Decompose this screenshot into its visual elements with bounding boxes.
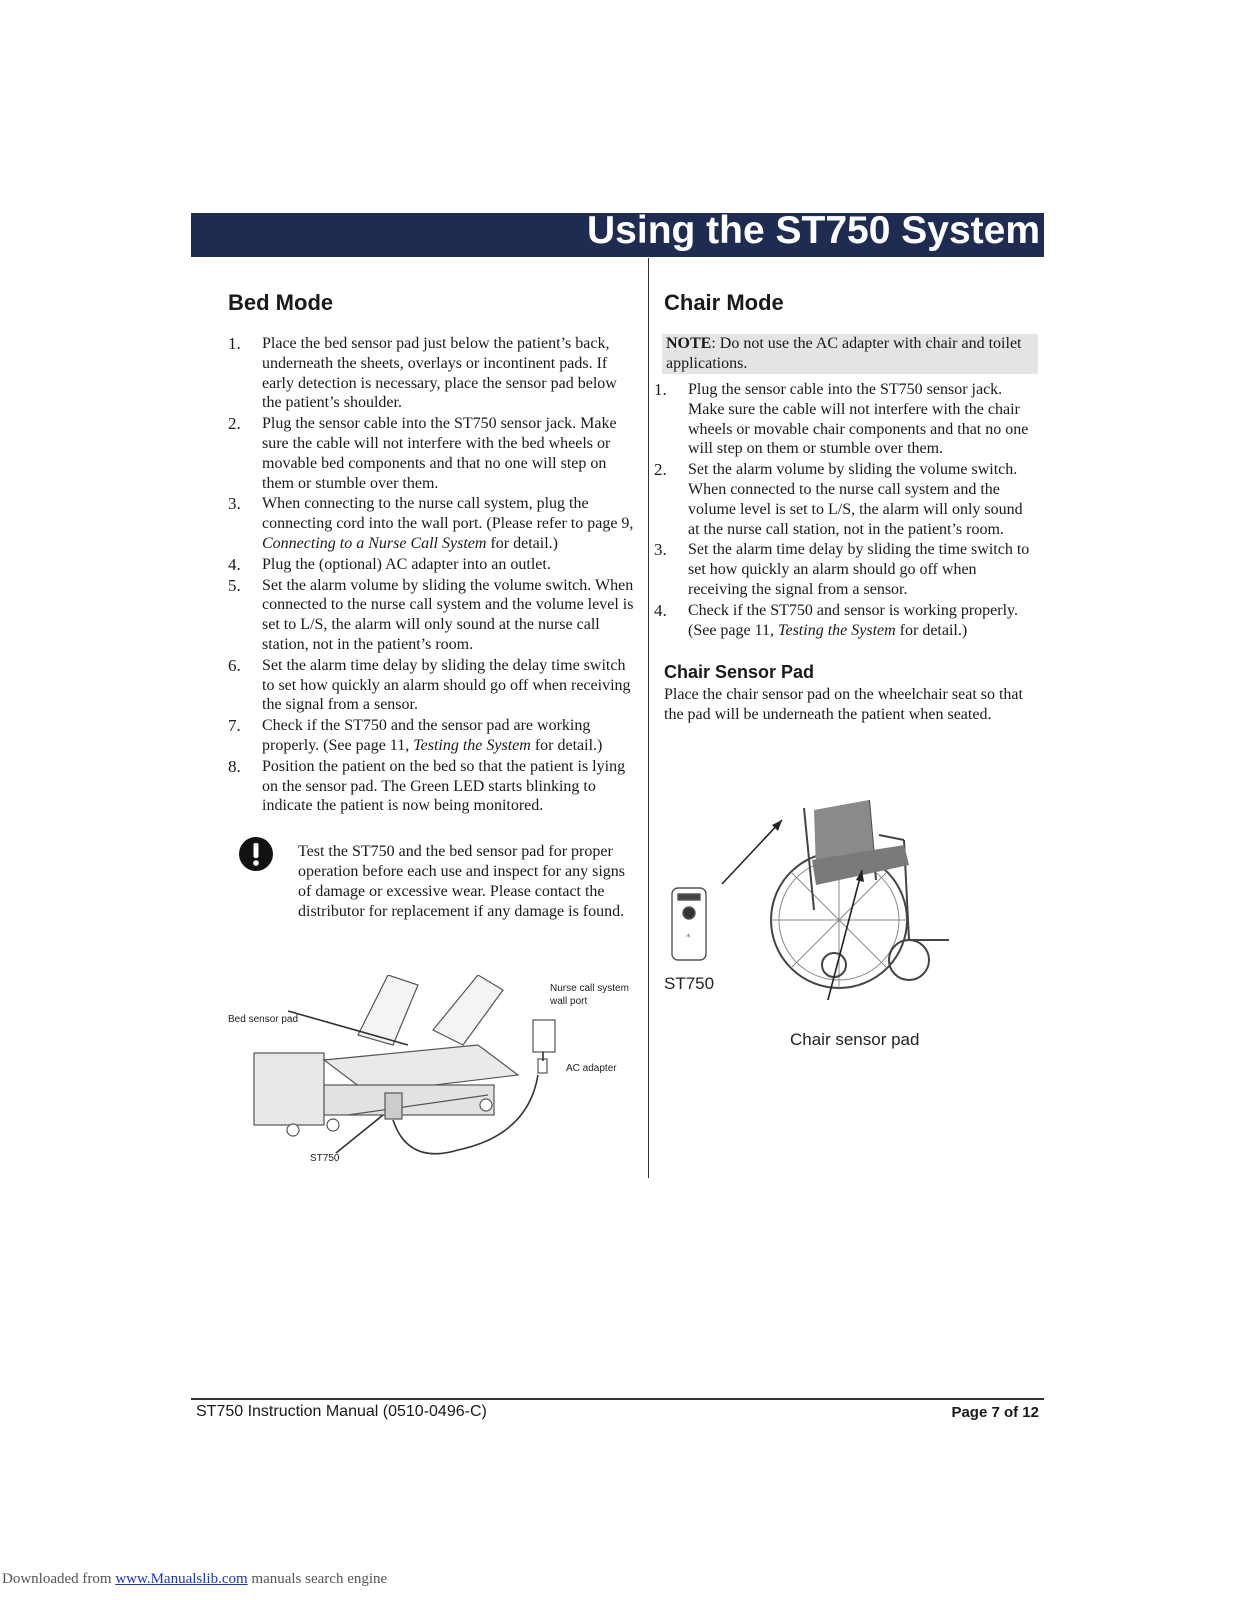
ac-adapter-label: AC adapter: [566, 1063, 617, 1074]
column-divider: [648, 258, 649, 1178]
download-banner: [2, 1571, 387, 1588]
list-item: 4. Check if the ST750 and sensor is working properly. (See page 11, Testing the System for detail.): [654, 600, 1019, 639]
chair-mode-steps: [654, 380, 1038, 640]
chair-sensor-pad-heading: Chair Sensor Pad: [664, 662, 815, 683]
footer-manual-title: ST750 Instruction Manual (0510-0496-C): [196, 1403, 487, 1420]
list-item: 6. Set the alarm time delay by sliding the delay time switch to set how quickly an alarm should go off when receiving the signal from a sensor.: [228, 655, 631, 714]
note-text: : Do not use the AC adapter with chair and toilet applications.: [666, 335, 1022, 372]
list-item: 3. Set the alarm time delay by sliding the time switch to set how quickly an alarm should go off when receiving the signal from a sensor.: [654, 540, 1030, 598]
note-label: NOTE: [666, 335, 712, 352]
chair-sensor-pad-label: Chair sensor pad: [790, 1030, 920, 1049]
chair-mode-section: [654, 290, 1038, 725]
st750-chair-label: ST750: [664, 974, 715, 993]
list-item: 2. Set the alarm volume by sliding the volume switch. When connected to the nurse call system and the volume level is set to L/S, the alarm will only sound at the nurse call station, not in the patient’s room.: [654, 460, 1023, 538]
list-item: 5. Set the alarm volume by sliding the volume switch. When connected to the nurse call system and the volume level is set to L/S, the alarm will only sound at the nurse call station, not in the patient’s room.: [228, 575, 634, 653]
list-item: 3. When connecting to the nurse call system, plug the connecting cord into the wall port. (Please refer to page 9, Connecting to a Nurse Call System for detail.): [228, 494, 634, 552]
nurse-call-label-line1: Nurse call system: [550, 983, 629, 994]
bed-sensor-pad-label: Bed sensor pad: [228, 1014, 299, 1025]
header-banner: [191, 209, 1044, 257]
list-item: 1. Plug the sensor cable into the ST750 sensor jack. Make sure the cable will not interfere with the chair wheels or movable chair components and that no one will step on them or stumble over them.: [654, 380, 1029, 458]
page-title: Using the ST750 System: [587, 209, 1040, 252]
list-item: 7. Check if the ST750 and the sensor pad are working properly. (See page 11, Testing the System for detail.): [228, 716, 603, 754]
wheelchair-illustration: [664, 800, 964, 1000]
list-item: 8. Position the patient on the bed so that the patient is lying on the sensor pad. The Green LED starts blinking to indicate the patient is now being monitored.: [228, 756, 626, 815]
st750-bed-label: ST750: [310, 1153, 340, 1164]
chair-sensor-pad-text: Place the chair sensor pad on the wheelchair seat so that the pad will be underneath the patient when seated.: [664, 686, 1023, 724]
list-item: 1. Place the bed sensor pad just below the patient’s back, underneath the sheets, overlays or incontinent pads. If early detection is necessary, place the sensor pad below the patient’s shoulder.: [228, 334, 617, 412]
bed-mode-steps: [228, 334, 638, 816]
download-suffix: manuals search engine: [247, 1571, 388, 1587]
chair-mode-heading: Chair Mode: [664, 290, 784, 315]
manualslib-link[interactable]: www.Manualslib.com: [115, 1571, 248, 1587]
bed-mode-heading: Bed Mode: [228, 290, 334, 315]
footer-rule: [191, 1398, 1044, 1400]
nurse-call-label-line2: wall port: [550, 996, 588, 1007]
exclamation-icon: [238, 836, 274, 872]
download-prefix: Downloaded from: [2, 1571, 116, 1587]
bed-mode-section: [228, 290, 638, 921]
warning-text: Test the ST750 and the bed sensor pad for proper operation before each use and inspect for any signs of damage or excessive wear. Please contact the distributor for replacement if any damage is found.: [298, 843, 625, 920]
warning-box: [228, 842, 638, 921]
list-item: 2. Plug the sensor cable into the ST750 sensor jack. Make sure the cable will not interfere with the bed wheels or movable bed components and that no one will step on them or stumble over them.: [228, 414, 617, 492]
footer-page-number: Page 7 of 12: [951, 1404, 1039, 1421]
list-item: 4. Plug the (optional) AC adapter into an outlet.: [228, 554, 551, 574]
svg-text:*: *: [686, 933, 691, 943]
note-box: [662, 334, 1038, 374]
